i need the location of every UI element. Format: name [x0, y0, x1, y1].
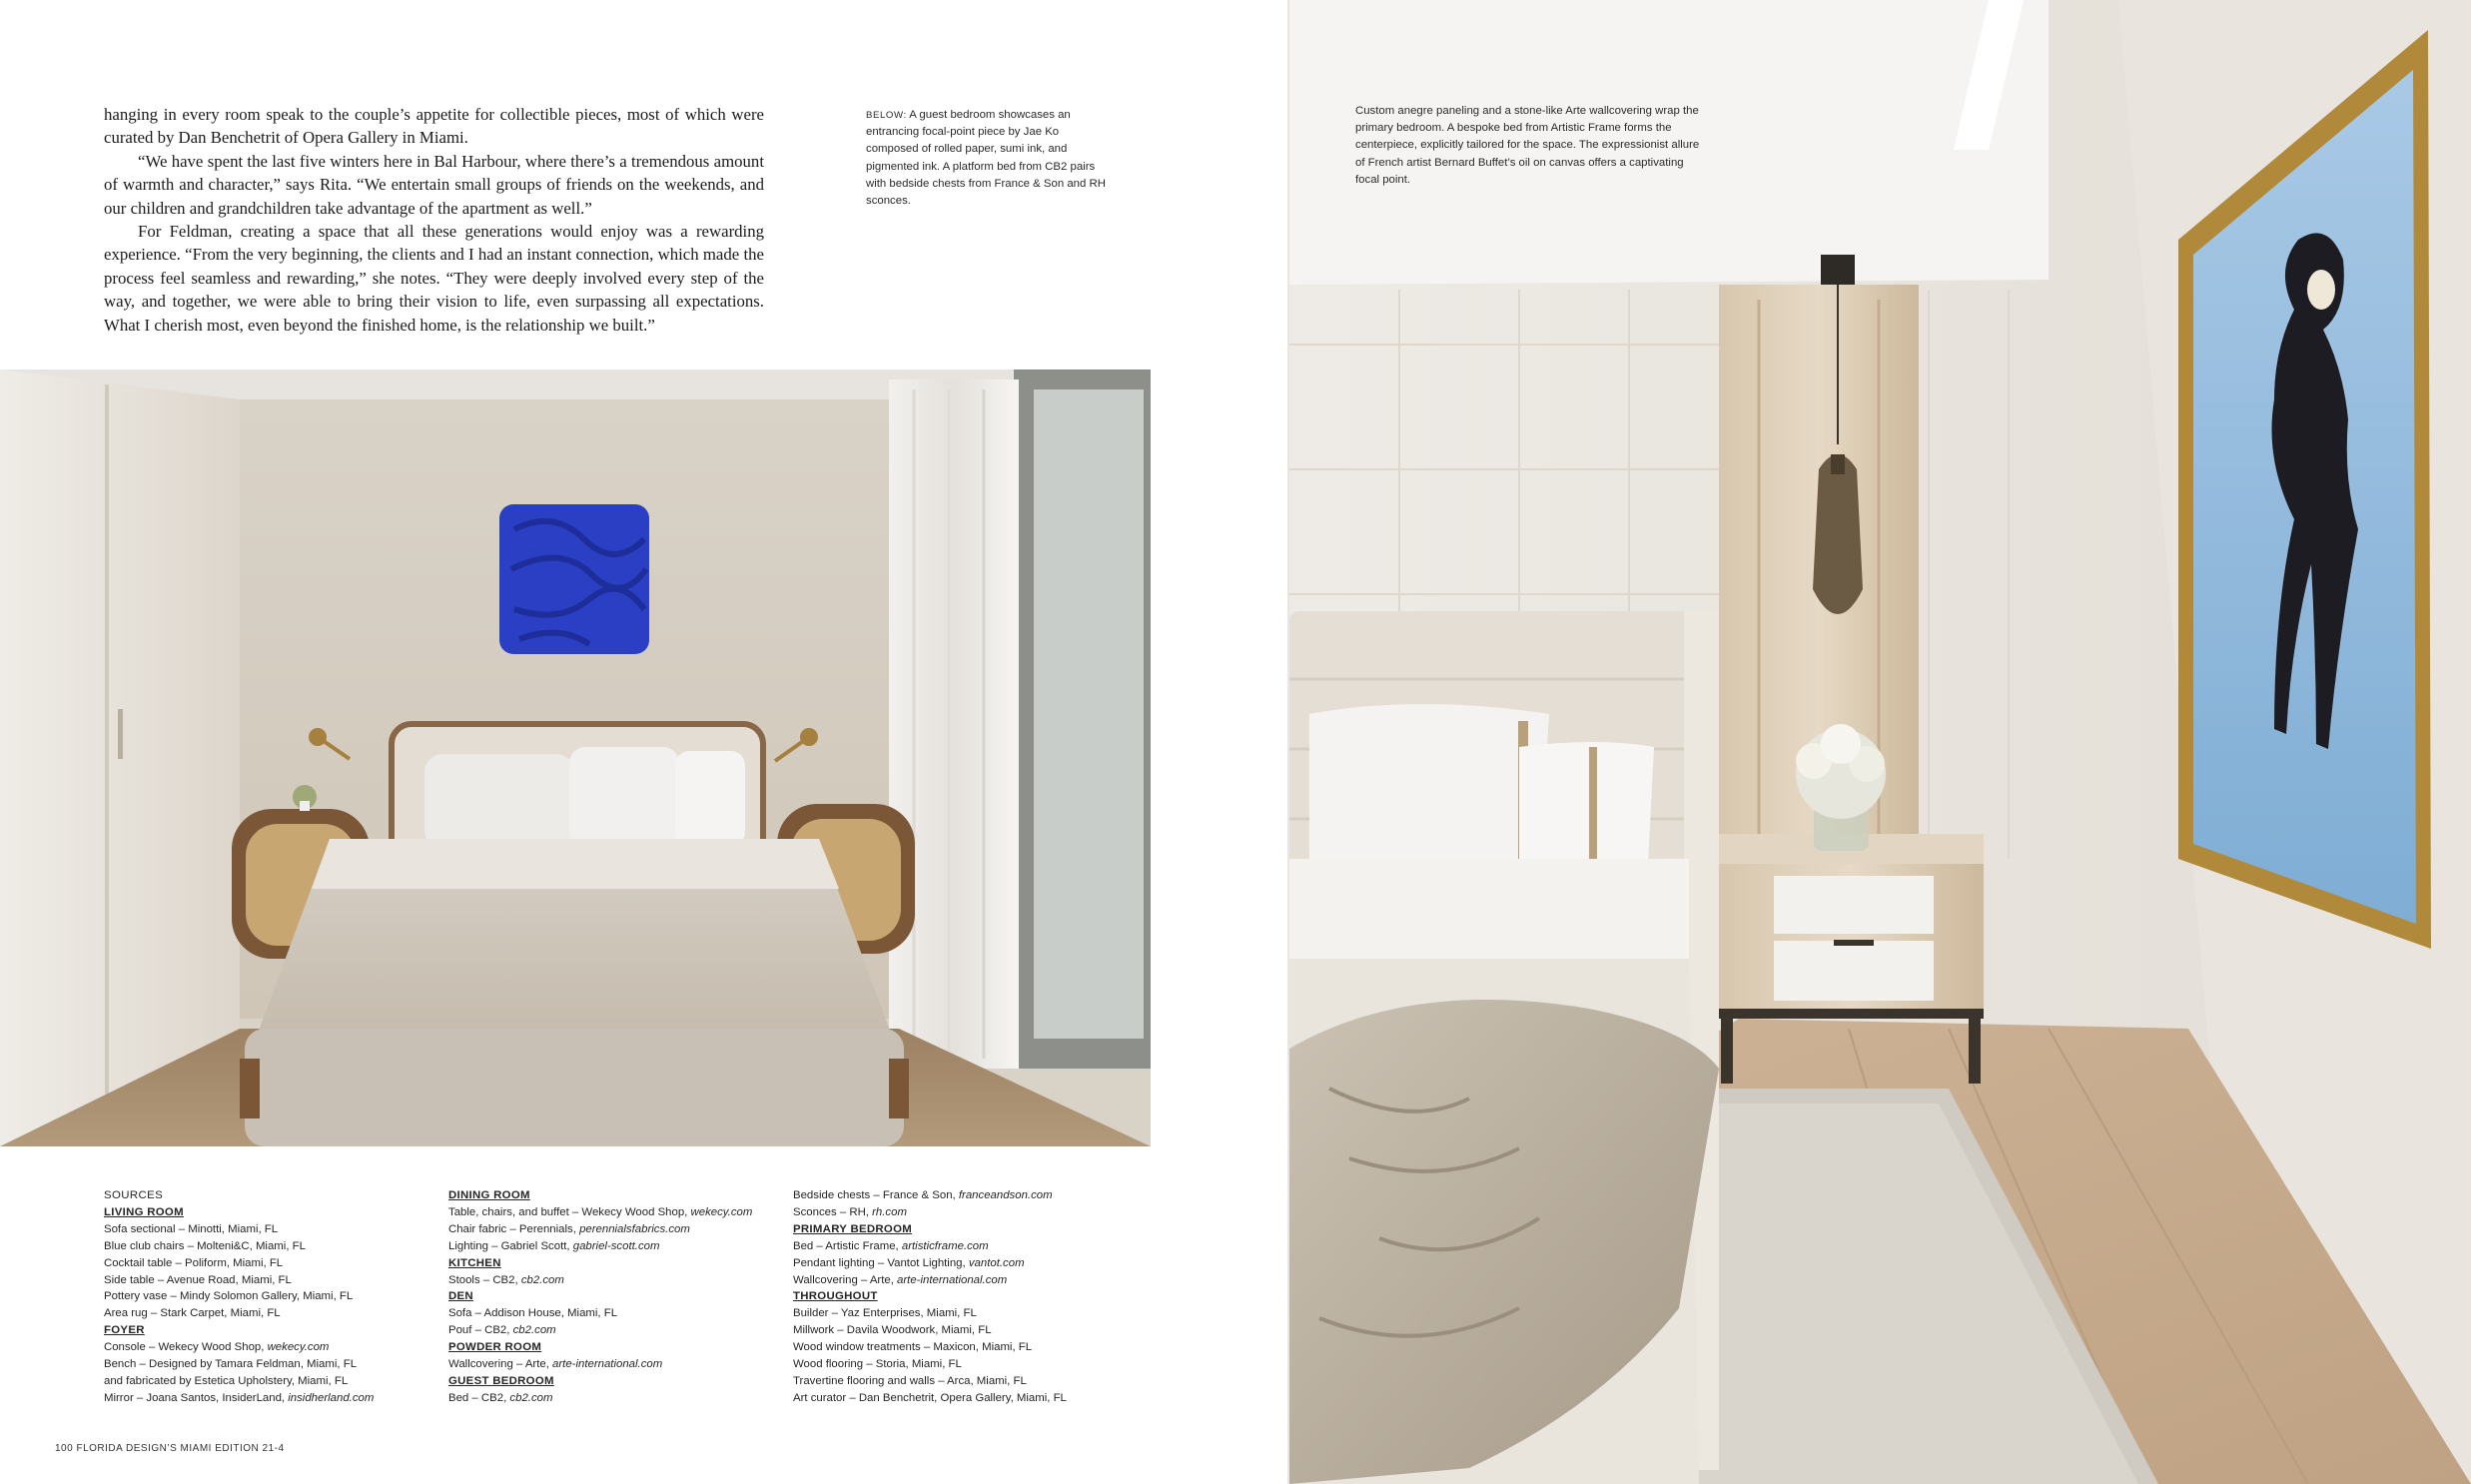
body-paragraph-3: For Feldman, creating a space that all these generations would enjoy was a rewarding experience. “From the very beginning, the clients and I had an instant connection, which made the process feel seamless and rewarding,” she notes. “They were deeply involved every step of the way, and together, we were able to bring their vision to life, even surpassing all expectations. What I cherish most, even beyond the finished home, is the relationship we built.” — [104, 222, 764, 335]
source-item: Table, chairs, and buffet – Wekecy Wood Shop, wekecy.com — [448, 1205, 753, 1218]
guest-bedroom-photo — [0, 370, 1151, 1146]
source-item: Cocktail table – Poliform, Miami, FL — [104, 1256, 284, 1269]
source-item: Area rug – Stark Carpet, Miami, FL — [104, 1307, 281, 1320]
source-item: Art curator – Dan Benchetrit, Opera Gallery, Miami, FL — [793, 1391, 1067, 1404]
source-item: Builder – Yaz Enterprises, Miami, FL — [793, 1307, 977, 1320]
caption-text: A guest bedroom showcases an entrancing focal-point piece by Jae Ko composed of rolled paper, sumi ink, and pigmented ink. A platform bed from CB2 pairs with bedside chests from France & Son and RH sconces. — [866, 109, 1106, 208]
source-item: and fabricated by Estetica Upholstery, Miami, FL — [104, 1374, 349, 1387]
source-item: Wallcovering – Arte, arte-international.com — [448, 1358, 663, 1371]
primary-bedroom-caption: Custom anegre paneling and a stone-like Arte wallcovering wrap the primary bedroom. A bespoke bed from Artistic Frame forms the centerpiece, explicitly tailored for the space. The expressionist allure of French artist Bernard Buffet’s oil on canvas offers a captivating focal point. — [1355, 105, 1700, 186]
source-heading: THROUGHOUT — [793, 1290, 878, 1303]
article-body — [104, 103, 764, 337]
source-item: Sofa – Addison House, Miami, FL — [448, 1307, 618, 1320]
guest-bedroom-caption — [866, 107, 1106, 210]
source-item: Side table – Avenue Road, Miami, FL — [104, 1273, 292, 1286]
source-item: Wood flooring – Storia, Miami, FL — [793, 1358, 962, 1371]
source-item: Pottery vase – Mindy Solomon Gallery, Miami, FL — [104, 1290, 354, 1303]
source-item: Bed – CB2, cb2.com — [448, 1391, 553, 1404]
source-item: Millwork – Davila Woodwork, Miami, FL — [793, 1324, 992, 1337]
sources-label: SOURCES — [104, 1189, 164, 1201]
page-folio: 100 FLORIDA DESIGN’S MIAMI EDITION 21-4 — [55, 1443, 285, 1454]
source-item: Lighting – Gabriel Scott, gabriel-scott.com — [448, 1239, 660, 1252]
guest-bedroom-illustration — [0, 370, 1151, 1146]
source-item: Stools – CB2, cb2.com — [448, 1273, 564, 1286]
source-item: Chair fabric – Perennials, perennialsfabrics.com — [448, 1222, 690, 1235]
sources-column-1 — [104, 1187, 423, 1407]
sources-column-2 — [448, 1187, 778, 1407]
caption-lead: BELOW: — [866, 110, 907, 121]
source-heading: DINING ROOM — [448, 1189, 530, 1201]
source-heading: DEN — [448, 1290, 473, 1303]
source-item: Travertine flooring and walls – Arca, Miami, FL — [793, 1374, 1027, 1387]
source-item: Mirror – Joana Santos, InsiderLand, insidherland.com — [104, 1391, 375, 1404]
body-paragraph-2: “We have spent the last five winters here in Bal Harbour, where there’s a tremendous amount of warmth and character,” says Rita. “We entertain small groups of friends on the weekends, and our children and grandchildren take advantage of the apartment as well.” — [104, 151, 764, 218]
primary-bedroom-photo — [1289, 0, 2471, 1484]
source-item: Sconces – RH, rh.com — [793, 1205, 907, 1218]
source-heading: POWDER ROOM — [448, 1341, 542, 1354]
right-page — [1289, 0, 2471, 1484]
source-item: Bedside chests – France & Son, franceandson.com — [793, 1189, 1053, 1201]
source-item: Bed – Artistic Frame, artisticframe.com — [793, 1239, 989, 1252]
source-item: Pendant lighting – Vantot Lighting, vantot.com — [793, 1256, 1025, 1269]
source-heading: FOYER — [104, 1324, 145, 1337]
body-paragraph-1: hanging in every room speak to the couple’s appetite for collectible pieces, most of which were curated by Dan Benchetrit of Opera Gallery in Miami. — [104, 105, 764, 148]
source-heading: KITCHEN — [448, 1256, 501, 1269]
source-item: Bench – Designed by Tamara Feldman, Miami, FL — [104, 1358, 358, 1371]
source-item: Console – Wekecy Wood Shop, wekecy.com — [104, 1341, 330, 1354]
sources-column-3 — [793, 1187, 1138, 1407]
source-heading: GUEST BEDROOM — [448, 1374, 554, 1387]
source-item: Wallcovering – Arte, arte-international.com — [793, 1273, 1008, 1286]
source-heading: PRIMARY BEDROOM — [793, 1222, 913, 1235]
source-item: Pouf – CB2, cb2.com — [448, 1324, 556, 1337]
source-item: Blue club chairs – Molteni&C, Miami, FL — [104, 1239, 306, 1252]
source-item: Wood window treatments – Maxicon, Miami, FL — [793, 1341, 1033, 1354]
source-heading: LIVING ROOM — [104, 1205, 184, 1218]
source-item: Sofa sectional – Minotti, Miami, FL — [104, 1222, 279, 1235]
